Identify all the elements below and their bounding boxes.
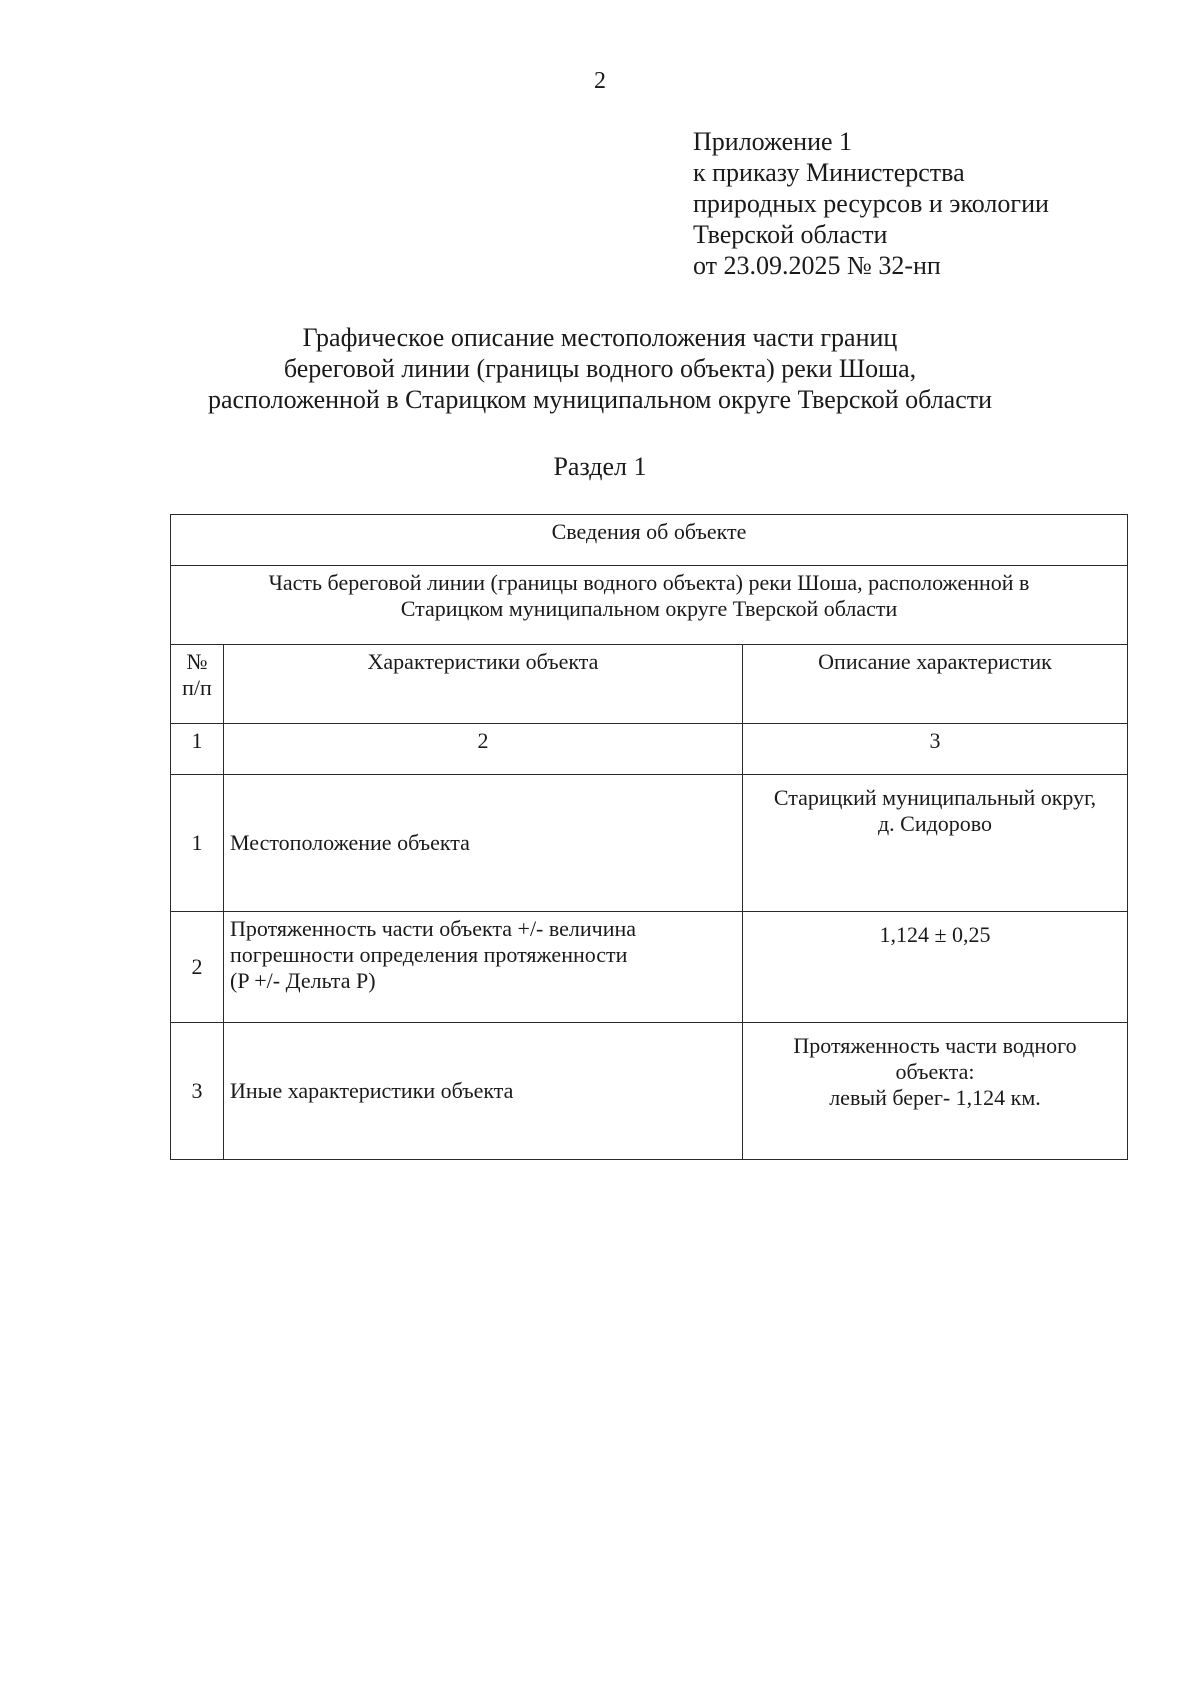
object-name-line: Старицком муниципальном округе Тверской области <box>400 596 898 621</box>
object-info-table <box>170 514 1128 1160</box>
row-number: 2 <box>171 912 224 1023</box>
column-number: 3 <box>743 724 1128 775</box>
appendix-line: к приказу Министерства <box>693 158 965 187</box>
row-description <box>743 912 1128 1023</box>
appendix-line: от 23.09.2025 № 32-нп <box>693 251 941 280</box>
characteristic-line: погрешности определения протяженности <box>230 942 628 967</box>
object-name <box>171 566 1128 645</box>
table-row <box>171 912 1128 1023</box>
description-line: 1,124 ± 0,25 <box>879 922 991 947</box>
appendix-block <box>693 126 1049 281</box>
table-row <box>171 1023 1128 1160</box>
row-number: 1 <box>171 775 224 912</box>
characteristic-line: Иные характеристики объекта <box>230 1078 514 1103</box>
object-name-line: Часть береговой линии (границы водного объекта) реки Шоша, расположенной в <box>268 570 1030 595</box>
row-description <box>743 1023 1128 1160</box>
row-number: 3 <box>171 1023 224 1160</box>
appendix-line: природных ресурсов и экологии <box>693 189 1049 218</box>
description-line: Протяженность части водного <box>793 1033 1077 1058</box>
column-numbers-row <box>171 724 1128 775</box>
column-header-characteristics: Характеристики объекта <box>224 645 743 724</box>
column-header-num-line: № <box>186 649 208 674</box>
table-row <box>171 775 1128 912</box>
row-characteristic <box>224 775 743 912</box>
column-headers-row <box>171 645 1128 724</box>
description-line: левый берег- 1,124 км. <box>829 1085 1041 1110</box>
section-label: Раздел 1 <box>553 452 647 481</box>
table-header-row <box>171 515 1128 566</box>
characteristic-line: (P +/- Дельта P) <box>230 968 376 993</box>
description-line: Старицкий муниципальный округ, <box>773 785 1097 810</box>
document-title <box>0 322 1200 415</box>
description-line: объекта: <box>895 1059 975 1084</box>
title-line: береговой линии (границы водного объекта) реки Шоша, <box>283 354 917 383</box>
characteristic-line: Протяженность части объекта +/- величина <box>230 916 637 941</box>
object-name-row <box>171 566 1128 645</box>
column-header-num <box>171 645 224 724</box>
title-line: расположенной в Старицком муниципальном округе Тверской области <box>207 385 993 414</box>
row-description <box>743 775 1128 912</box>
table-header: Сведения об объекте <box>171 515 1128 566</box>
appendix-line: Приложение 1 <box>693 127 853 156</box>
column-header-num-line: п/п <box>182 675 212 700</box>
column-number: 2 <box>224 724 743 775</box>
row-characteristic <box>224 912 743 1023</box>
characteristic-line: Местоположение объекта <box>230 830 470 855</box>
appendix-line: Тверской области <box>693 220 888 249</box>
title-line: Графическое описание местоположения части границ <box>302 323 898 352</box>
column-header-description: Описание характеристик <box>743 645 1128 724</box>
page-number: 2 <box>594 68 606 94</box>
row-characteristic <box>224 1023 743 1160</box>
description-line: д. Сидорово <box>877 811 993 836</box>
column-number: 1 <box>171 724 224 775</box>
